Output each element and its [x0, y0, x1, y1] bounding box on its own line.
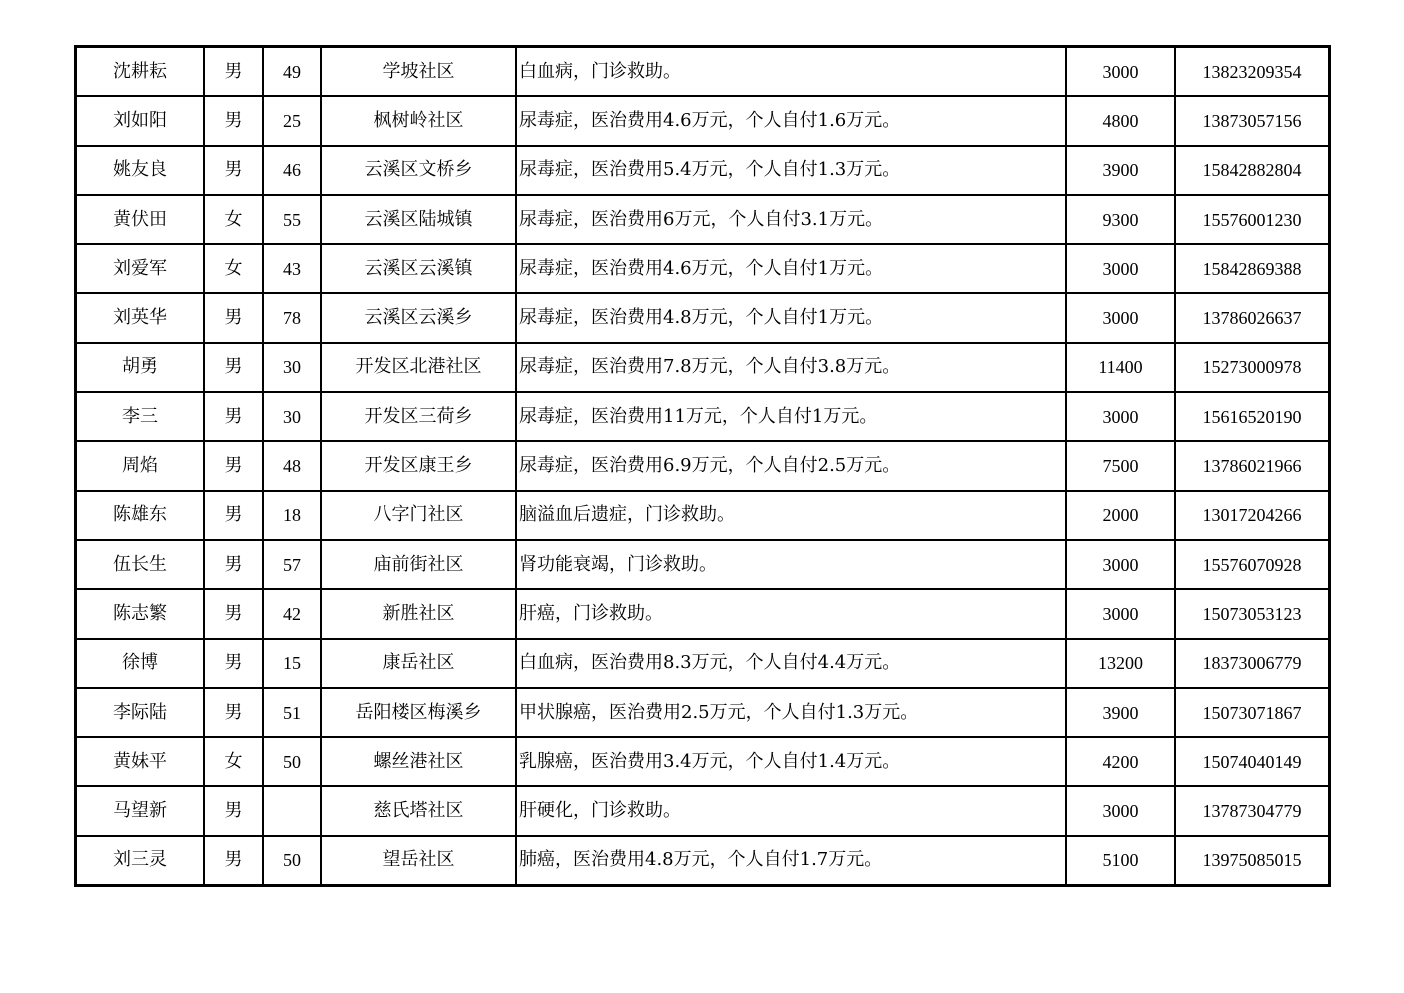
table-row [76, 343, 1330, 392]
cell-age: 46 [263, 146, 321, 195]
cell-address: 云溪区文桥乡 [321, 146, 516, 195]
cell-age: 30 [263, 343, 321, 392]
cell-amount: 3900 [1066, 146, 1175, 195]
cell-amount: 3000 [1066, 540, 1175, 589]
cell-amount: 3000 [1066, 244, 1175, 293]
cell-age: 18 [263, 491, 321, 540]
cell-address: 螺丝港社区 [321, 737, 516, 786]
cell-description: 尿毒症，医治费用4.6万元，个人自付1万元。 [516, 244, 1066, 293]
cell-address: 康岳社区 [321, 639, 516, 688]
cell-description: 白血病，医治费用8.3万元，个人自付4.4万元。 [516, 639, 1066, 688]
cell-description: 尿毒症，医治费用5.4万元，个人自付1.3万元。 [516, 146, 1066, 195]
cell-phone: 15576001230 [1175, 195, 1330, 244]
cell-phone: 13823209354 [1175, 47, 1330, 97]
cell-description: 肾功能衰竭，门诊救助。 [516, 540, 1066, 589]
table-row [76, 441, 1330, 490]
cell-age: 57 [263, 540, 321, 589]
cell-amount: 4200 [1066, 737, 1175, 786]
cell-description: 甲状腺癌，医治费用2.5万元，个人自付1.3万元。 [516, 688, 1066, 737]
cell-name: 刘英华 [76, 293, 205, 342]
table-row [76, 491, 1330, 540]
cell-name: 周焰 [76, 441, 205, 490]
cell-description: 肺癌，医治费用4.8万元，个人自付1.7万元。 [516, 836, 1066, 886]
cell-phone: 15842869388 [1175, 244, 1330, 293]
cell-address: 开发区三荷乡 [321, 392, 516, 441]
cell-sex: 男 [204, 392, 263, 441]
cell-sex: 女 [204, 244, 263, 293]
cell-description: 尿毒症，医治费用6万元，个人自付3.1万元。 [516, 195, 1066, 244]
cell-phone: 13017204266 [1175, 491, 1330, 540]
cell-name: 黄伏田 [76, 195, 205, 244]
cell-age: 42 [263, 589, 321, 638]
cell-sex: 女 [204, 195, 263, 244]
cell-sex: 男 [204, 688, 263, 737]
cell-sex: 男 [204, 146, 263, 195]
table-row [76, 737, 1330, 786]
cell-amount: 4800 [1066, 96, 1175, 145]
cell-description: 尿毒症，医治费用7.8万元，个人自付3.8万元。 [516, 343, 1066, 392]
cell-address: 岳阳楼区梅溪乡 [321, 688, 516, 737]
cell-phone: 13873057156 [1175, 96, 1330, 145]
cell-description: 肝硬化，门诊救助。 [516, 786, 1066, 835]
cell-address: 云溪区云溪镇 [321, 244, 516, 293]
cell-address: 新胜社区 [321, 589, 516, 638]
table-row [76, 293, 1330, 342]
cell-address: 云溪区陆城镇 [321, 195, 516, 244]
cell-name: 徐博 [76, 639, 205, 688]
cell-sex: 男 [204, 96, 263, 145]
cell-sex: 男 [204, 639, 263, 688]
cell-amount: 9300 [1066, 195, 1175, 244]
cell-phone: 15576070928 [1175, 540, 1330, 589]
cell-name: 陈雄东 [76, 491, 205, 540]
cell-name: 陈志繁 [76, 589, 205, 638]
cell-age: 55 [263, 195, 321, 244]
cell-description: 尿毒症，医治费用6.9万元，个人自付2.5万元。 [516, 441, 1066, 490]
table-row [76, 786, 1330, 835]
cell-amount: 13200 [1066, 639, 1175, 688]
cell-name: 李际陆 [76, 688, 205, 737]
cell-description: 脑溢血后遗症，门诊救助。 [516, 491, 1066, 540]
cell-sex: 男 [204, 343, 263, 392]
table-body [76, 47, 1330, 886]
table-row [76, 540, 1330, 589]
cell-description: 尿毒症，医治费用4.8万元，个人自付1万元。 [516, 293, 1066, 342]
cell-address: 八字门社区 [321, 491, 516, 540]
cell-amount: 5100 [1066, 836, 1175, 886]
cell-name: 胡勇 [76, 343, 205, 392]
cell-phone: 15842882804 [1175, 146, 1330, 195]
cell-phone: 13787304779 [1175, 786, 1330, 835]
table-row [76, 639, 1330, 688]
cell-description: 乳腺癌，医治费用3.4万元，个人自付1.4万元。 [516, 737, 1066, 786]
table-row [76, 589, 1330, 638]
cell-address: 慈氏塔社区 [321, 786, 516, 835]
cell-name: 李三 [76, 392, 205, 441]
cell-sex: 男 [204, 589, 263, 638]
cell-phone: 13975085015 [1175, 836, 1330, 886]
cell-address: 学坡社区 [321, 47, 516, 97]
cell-sex: 男 [204, 540, 263, 589]
cell-age: 25 [263, 96, 321, 145]
cell-amount: 3000 [1066, 392, 1175, 441]
cell-phone: 13786021966 [1175, 441, 1330, 490]
cell-address: 枫树岭社区 [321, 96, 516, 145]
table-row [76, 195, 1330, 244]
table-row [76, 244, 1330, 293]
cell-name: 黄妹平 [76, 737, 205, 786]
cell-sex: 男 [204, 491, 263, 540]
cell-phone: 15073071867 [1175, 688, 1330, 737]
cell-amount: 3000 [1066, 47, 1175, 97]
cell-address: 望岳社区 [321, 836, 516, 886]
cell-age: 78 [263, 293, 321, 342]
cell-address: 开发区北港社区 [321, 343, 516, 392]
cell-age: 15 [263, 639, 321, 688]
cell-sex: 男 [204, 293, 263, 342]
cell-amount: 11400 [1066, 343, 1175, 392]
cell-age: 51 [263, 688, 321, 737]
cell-description: 肝癌，门诊救助。 [516, 589, 1066, 638]
cell-name: 刘如阳 [76, 96, 205, 145]
cell-age: 50 [263, 836, 321, 886]
cell-description: 尿毒症，医治费用4.6万元，个人自付1.6万元。 [516, 96, 1066, 145]
cell-age: 43 [263, 244, 321, 293]
table-row [76, 96, 1330, 145]
cell-age: 48 [263, 441, 321, 490]
table-row [76, 688, 1330, 737]
cell-name: 刘三灵 [76, 836, 205, 886]
cell-age [263, 786, 321, 835]
cell-name: 刘爱军 [76, 244, 205, 293]
table-row [76, 836, 1330, 886]
table-row [76, 146, 1330, 195]
cell-address: 云溪区云溪乡 [321, 293, 516, 342]
cell-name: 姚友良 [76, 146, 205, 195]
cell-sex: 男 [204, 786, 263, 835]
cell-amount: 3000 [1066, 786, 1175, 835]
cell-sex: 男 [204, 836, 263, 886]
cell-amount: 3000 [1066, 293, 1175, 342]
cell-phone: 13786026637 [1175, 293, 1330, 342]
cell-amount: 3000 [1066, 589, 1175, 638]
cell-age: 30 [263, 392, 321, 441]
relief-table [74, 45, 1331, 887]
cell-name: 伍长生 [76, 540, 205, 589]
cell-phone: 15616520190 [1175, 392, 1330, 441]
cell-name: 马望新 [76, 786, 205, 835]
cell-name: 沈耕耘 [76, 47, 205, 97]
cell-description: 尿毒症，医治费用11万元，个人自付1万元。 [516, 392, 1066, 441]
cell-amount: 2000 [1066, 491, 1175, 540]
cell-sex: 男 [204, 47, 263, 97]
cell-phone: 15073053123 [1175, 589, 1330, 638]
cell-amount: 3900 [1066, 688, 1175, 737]
cell-address: 庙前街社区 [321, 540, 516, 589]
table-row [76, 47, 1330, 97]
cell-phone: 18373006779 [1175, 639, 1330, 688]
cell-phone: 15074040149 [1175, 737, 1330, 786]
cell-description: 白血病，门诊救助。 [516, 47, 1066, 97]
cell-address: 开发区康王乡 [321, 441, 516, 490]
cell-sex: 男 [204, 441, 263, 490]
cell-age: 50 [263, 737, 321, 786]
cell-phone: 15273000978 [1175, 343, 1330, 392]
cell-sex: 女 [204, 737, 263, 786]
cell-age: 49 [263, 47, 321, 97]
cell-amount: 7500 [1066, 441, 1175, 490]
table-row [76, 392, 1330, 441]
